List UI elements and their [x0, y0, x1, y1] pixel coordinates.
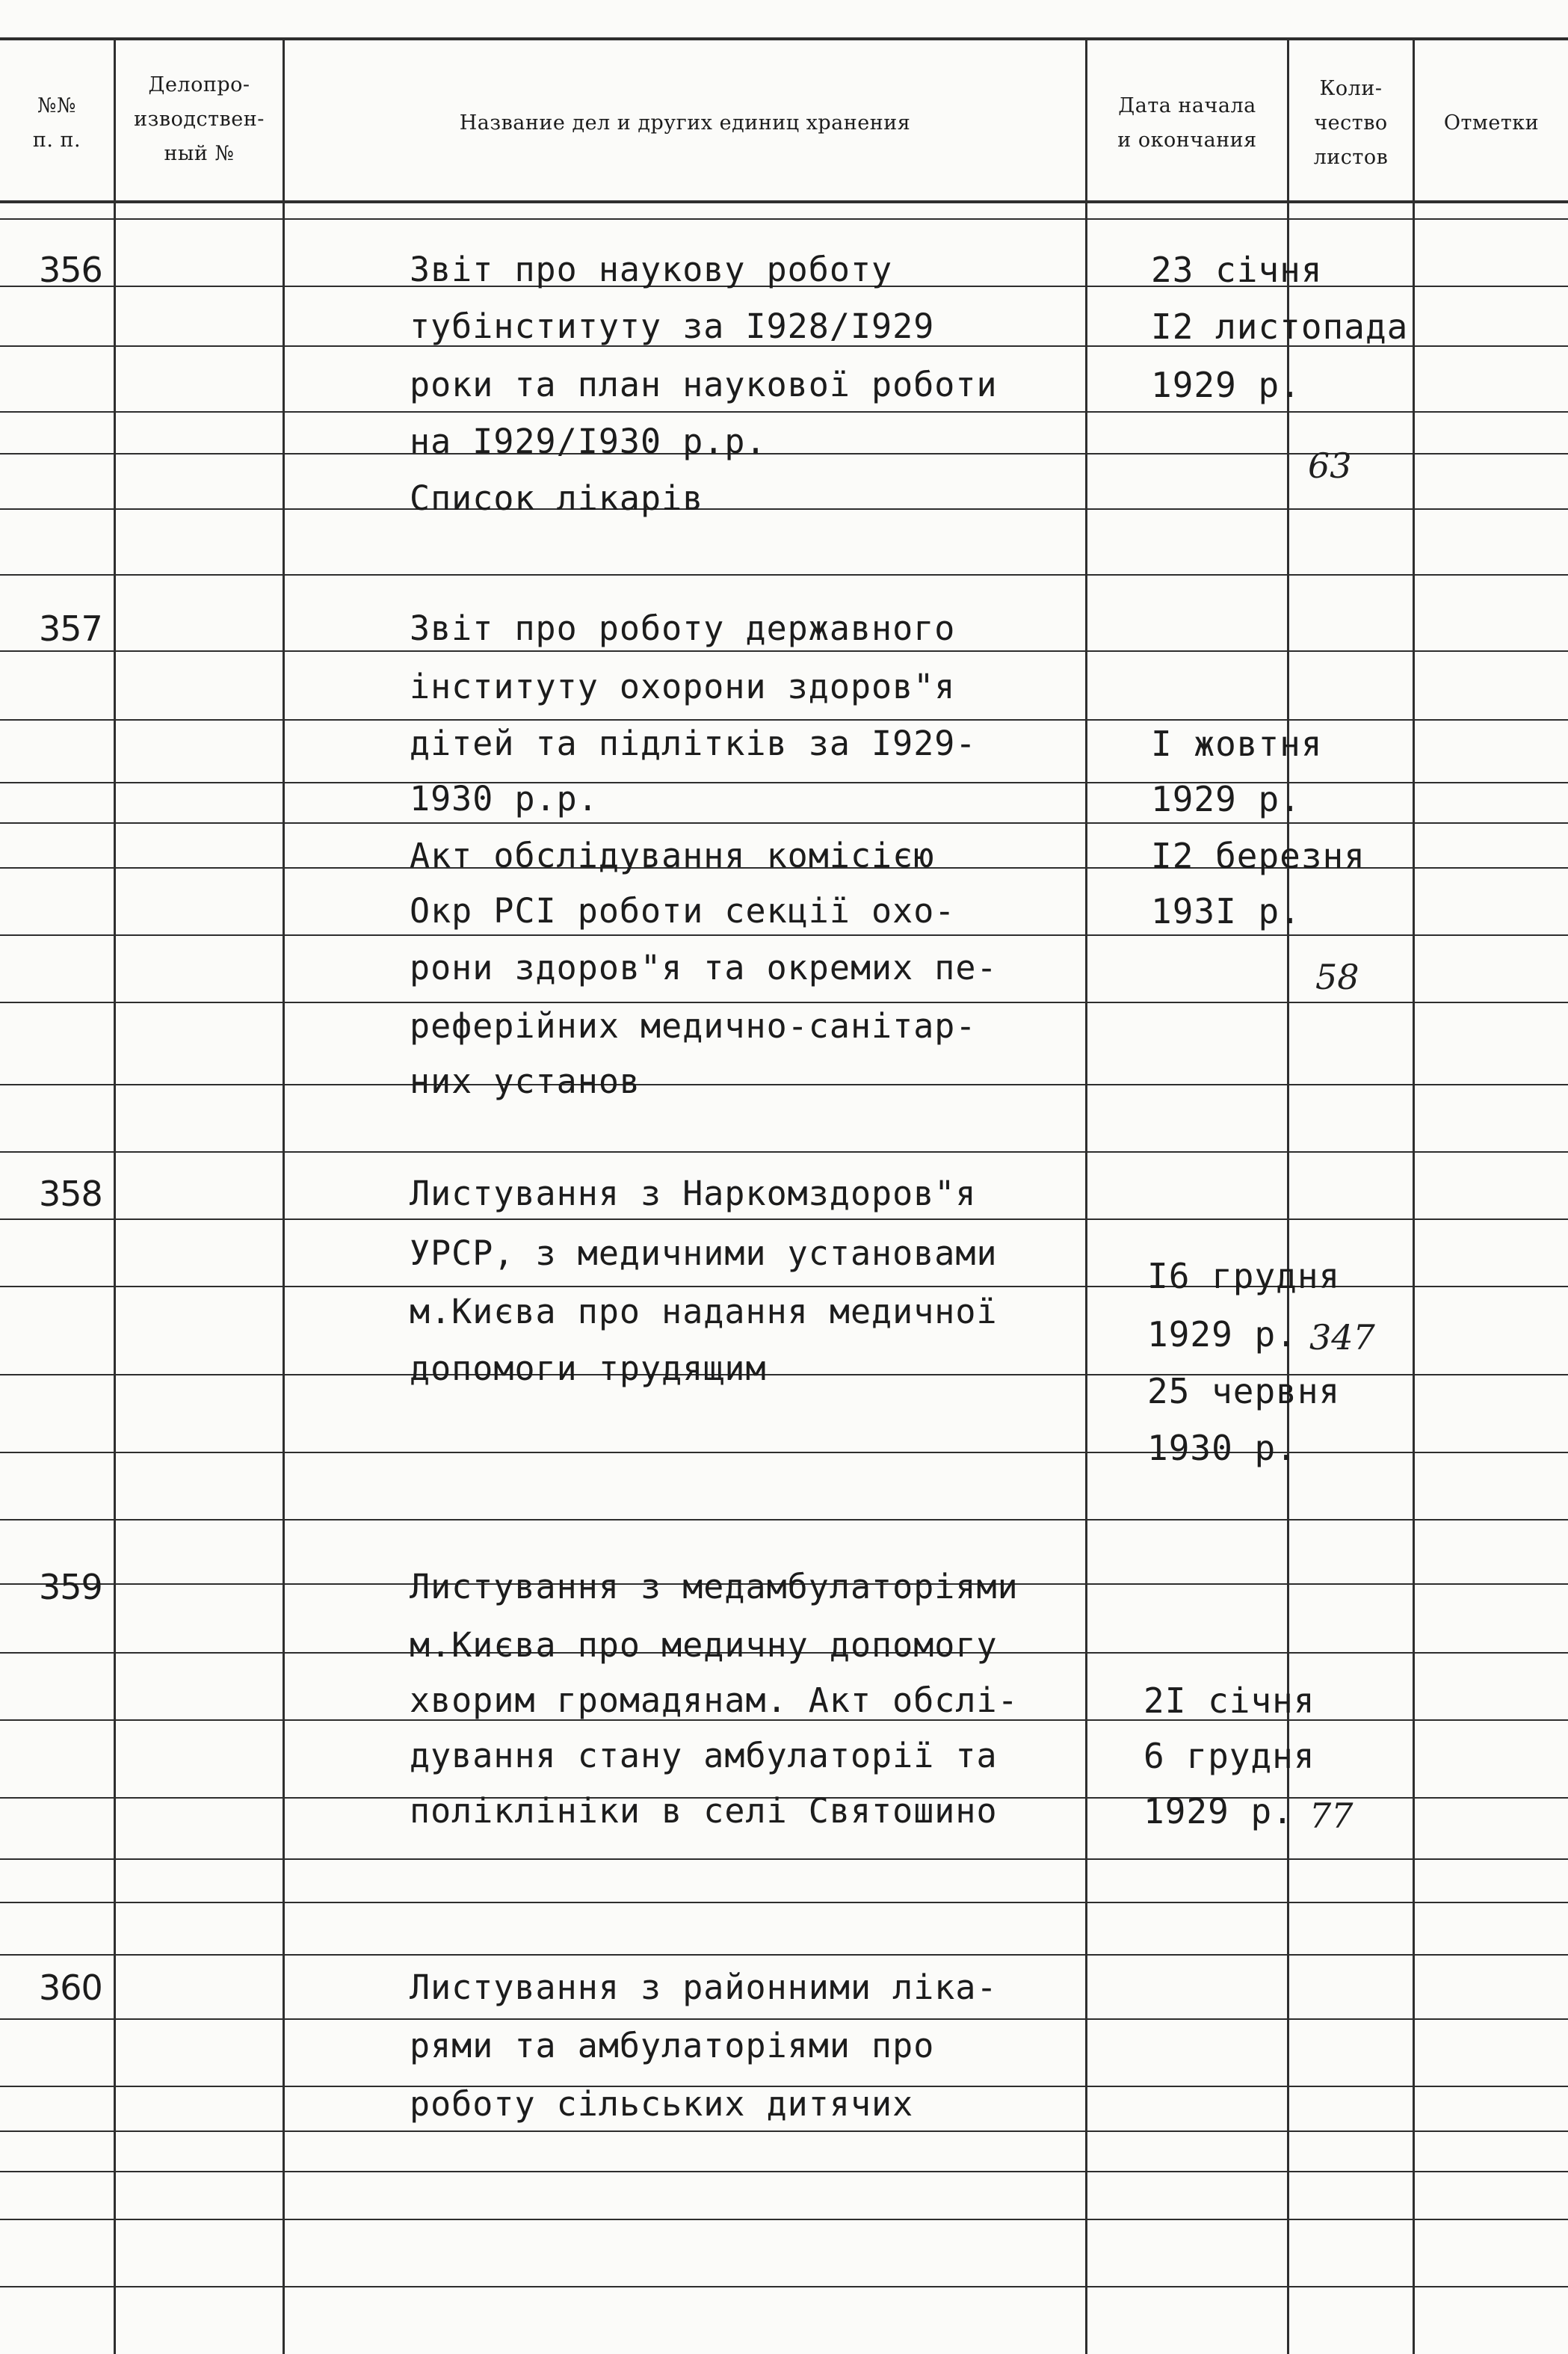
date-line: 25 червня: [1147, 1371, 1341, 1411]
date-line: 1929 р.: [1143, 1791, 1294, 1831]
header-office-line2: изводствен-: [134, 108, 265, 131]
record-number: 356: [39, 250, 102, 290]
header-sheets-line3: листов: [1313, 146, 1389, 169]
date-line: 1929 р.: [1147, 1314, 1297, 1355]
ruled-line: [0, 1002, 1568, 1003]
title-line: Звіт про наукову роботу: [410, 250, 893, 289]
date-line: І жовтня: [1151, 724, 1323, 764]
title-line: м.Києва про надання медичної: [410, 1292, 998, 1331]
header-title-text: Название дел и других единиц хранения: [459, 111, 911, 135]
ruled-line: [0, 1151, 1568, 1153]
title-line: Акт обслідування комісією: [410, 836, 935, 875]
date-line: І2 листопада: [1151, 306, 1409, 347]
ruled-line: [0, 822, 1568, 824]
ruled-line: [0, 1519, 1568, 1520]
header-office-line3: ный №: [164, 142, 235, 165]
title-line: роки та план наукової роботи: [410, 365, 998, 404]
col-divider-5: [1413, 39, 1415, 2354]
ruled-line: [0, 2219, 1568, 2220]
header-sheets-line1: Коли-: [1319, 77, 1383, 100]
title-line: Листування з Наркомздоров"я: [410, 1174, 977, 1213]
ruled-line: [0, 2018, 1568, 2020]
ruled-line: [0, 574, 1568, 576]
title-line: рями та амбулаторіями про: [410, 2026, 935, 2065]
header-office-line1: Делопро-: [148, 73, 250, 96]
header-notes: [1415, 60, 1568, 187]
title-line: реферійних медично-санітар-: [410, 1006, 977, 1046]
title-line: дітей та підлітків за І929-: [410, 724, 977, 763]
title-line: Листування з районними ліка-: [410, 1968, 998, 2007]
title-line: дування стану амбулаторії та: [410, 1736, 998, 1775]
ruled-line: [0, 1858, 1568, 1860]
date-line: І6 грудня: [1147, 1256, 1341, 1296]
title-line: Список лікарів: [410, 478, 704, 518]
date-line: 1929 р.: [1151, 365, 1301, 405]
title-line: Звіт про роботу державного: [410, 608, 956, 648]
header-sheets-line2: чество: [1314, 111, 1388, 135]
title-line: роботу сільських дитячих: [410, 2084, 914, 2124]
col-divider-3: [1085, 39, 1087, 2354]
ruled-line: [0, 719, 1568, 721]
date-line: 193І р.: [1151, 891, 1301, 931]
col-divider-2: [283, 39, 285, 2354]
title-line: Листування з медамбулаторіями: [410, 1567, 1019, 1606]
date-line: 2І січня: [1143, 1680, 1315, 1721]
title-line: них установ: [410, 1062, 641, 1101]
sheet-count: 77: [1309, 1796, 1354, 1836]
ruled-line: [0, 934, 1568, 936]
ruled-line: [0, 1084, 1568, 1085]
title-line: рони здоров"я та окремих пе-: [410, 948, 998, 987]
ruled-line: [0, 508, 1568, 510]
date-line: 1929 р.: [1151, 779, 1301, 819]
header-num-line1: №№: [37, 94, 77, 117]
record-number: 359: [39, 1567, 102, 1607]
header-notes-text: Отметки: [1443, 111, 1540, 135]
title-line: хворим громадянам. Акт обслі-: [410, 1680, 1019, 1720]
ruled-line: [0, 218, 1568, 220]
ruled-line: [0, 2171, 1568, 2172]
title-line: інституту охорони здоров"я: [410, 667, 956, 706]
table-top-border: [0, 37, 1568, 40]
ruled-line: [0, 782, 1568, 783]
ruled-line: [0, 1218, 1568, 1220]
header-office-number: [116, 52, 283, 187]
sheet-count: 63: [1308, 446, 1352, 486]
ruled-line: [0, 1902, 1568, 1903]
title-line: м.Києва про медичну допомогу: [410, 1625, 998, 1665]
sheet-count: 58: [1315, 957, 1359, 997]
record-number: 358: [39, 1174, 102, 1214]
ruled-line: [0, 1452, 1568, 1453]
header-title: [285, 60, 1085, 187]
header-num-line2: п. п.: [32, 129, 81, 152]
title-line: на І929/І930 р.р.: [410, 422, 767, 461]
title-line: тубінституту за І928/І929: [410, 306, 935, 346]
title-line: допомоги трудящим: [410, 1349, 767, 1388]
header-sheets: [1289, 60, 1413, 187]
date-line: 23 січня: [1151, 250, 1323, 290]
date-line: 1930 р.: [1147, 1428, 1297, 1468]
title-line: Окр РСІ роботи секції охо-: [410, 891, 956, 931]
sheet-count: 347: [1309, 1317, 1375, 1358]
header-dates: [1087, 60, 1287, 187]
date-line: І2 березня: [1151, 836, 1365, 876]
record-number: 360: [39, 1968, 102, 2008]
date-line: 6 грудня: [1143, 1736, 1315, 1776]
header-bottom-border: [0, 200, 1568, 203]
header-dates-line2: и окончания: [1117, 129, 1257, 152]
ruled-line: [0, 650, 1568, 652]
ruled-line: [0, 1954, 1568, 1956]
record-number: 357: [39, 608, 102, 649]
title-line: УРСР, з медичними установами: [410, 1233, 998, 1273]
header-dates-line1: Дата начала: [1118, 94, 1256, 117]
col-divider-1: [114, 39, 116, 2354]
title-line: 1930 р.р.: [410, 779, 599, 819]
ruled-line: [0, 2286, 1568, 2287]
title-line: поліклініки в селі Святошино: [410, 1791, 998, 1831]
ruled-line: [0, 411, 1568, 413]
header-num: [0, 60, 114, 187]
ruled-line: [0, 2130, 1568, 2132]
